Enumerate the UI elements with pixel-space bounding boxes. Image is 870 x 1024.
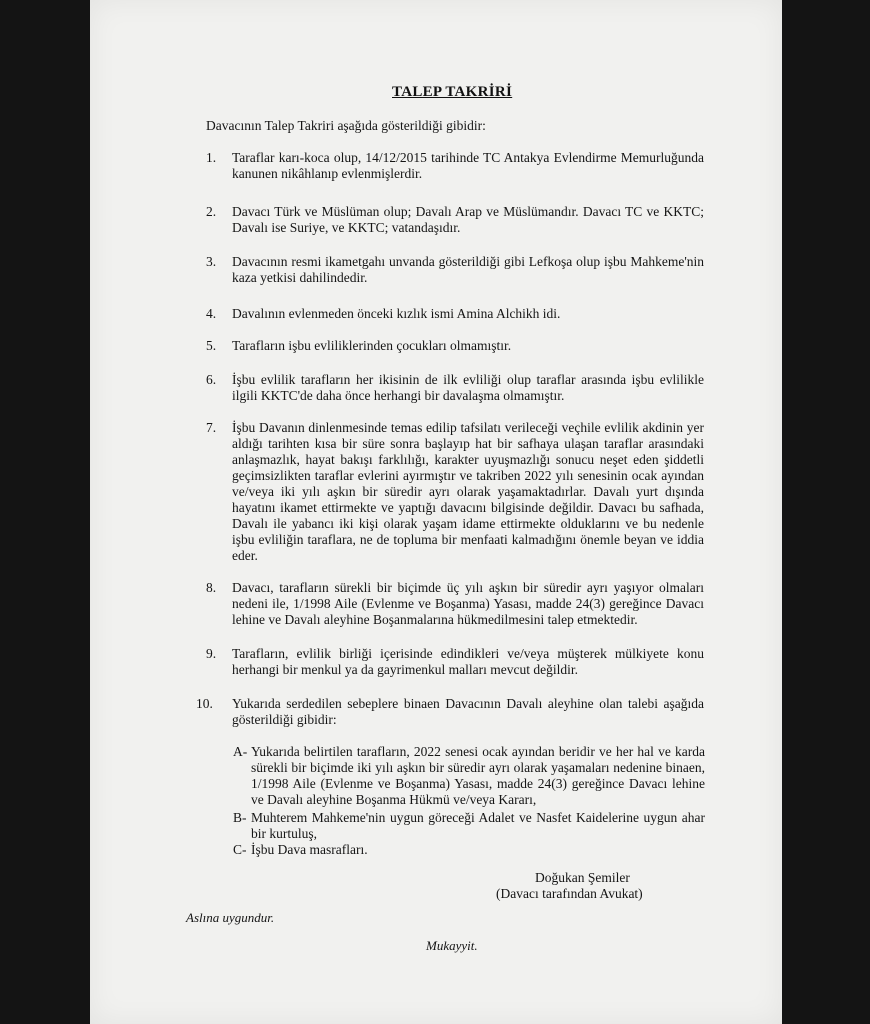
item-number: 9. <box>206 646 217 661</box>
signature-role: (Davacı tarafından Avukat) <box>496 886 643 901</box>
item-text: Taraflar karı-koca olup, 14/12/2015 tarihinde TC Antakya Evlendirme Memurluğunda kanunen nikâhlanıp evlenmişlerdir. <box>232 150 704 181</box>
document-title: TALEP TAKRİRİ <box>392 84 513 100</box>
item-number: 3. <box>206 254 217 269</box>
list-item <box>206 204 704 236</box>
sub-list-item <box>233 744 705 808</box>
sub-item-letter: B- <box>233 810 247 825</box>
item-text: İşbu evlilik tarafların her ikisinin de ilk evliliği olup taraflar arasında işbu evlilikle ilgili KKTC'de daha önce herhangi bir davalaşma olmamıştır. <box>232 372 704 403</box>
item-number: 8. <box>206 580 217 595</box>
registrar-note: Mukayyit. <box>426 938 478 953</box>
item-text: Davacının resmi ikametgahı unvanda gösterildiği gibi Lefkoşa olup işbu Mahkeme'nin kaza yetkisi dahilindedir. <box>232 254 704 285</box>
list-item <box>206 646 704 678</box>
item-number: 2. <box>206 204 217 219</box>
sub-item-letter: A- <box>233 744 248 759</box>
item-text: Davacı Türk ve Müslüman olup; Davalı Arap ve Müslümandır. Davacı TC ve KKTC; Davalı ise Suriye, ve KKTC; vatandaşıdır. <box>232 204 704 235</box>
item-number: 6. <box>206 372 217 387</box>
item-text: Davacı, tarafların sürekli bir biçimde üç yılı aşkın bir süredir ayrı yaşıyor olmaları nedeni ile, 1/1998 Aile (Evlenme ve Boşanma) Yasası, madde 24(3) gereğince Davacı lehine ve Davalı aleyhine Boşanmalarına hükmedilmesini talep etmektedir. <box>232 580 704 627</box>
sub-item-letter: C- <box>233 842 247 857</box>
list-item <box>206 150 704 182</box>
sub-item-text: Muhterem Mahkeme'nin uygun göreceği Adalet ve Nasfet Kaidelerine uygun ahar bir kurtuluş, <box>251 810 705 841</box>
item-text: Tarafların işbu evliliklerinden çocukları olmamıştır. <box>232 338 512 353</box>
sub-item-text: Yukarıda belirtilen tarafların, 2022 senesi ocak ayından beridir ve her hal ve karda sürekli bir biçimde iki yılı aşkın bir süredir ayrı olarak yaşamaları nedenine binaen, 1/1998 Aile (Evlenme ve Boşanma) Yasası, madde 24(3) gereğince Davacı lehine ve Davalı aleyhine Boşanma Hükmü ve/veya Kararı, <box>251 744 705 807</box>
list-item <box>196 696 704 728</box>
list-item <box>206 338 704 354</box>
sub-list-item <box>233 810 705 842</box>
intro-paragraph: Davacının Talep Takriri aşağıda gösterildiği gibidir: <box>206 118 486 133</box>
certification-note: Aslına uygundur. <box>186 910 275 925</box>
item-number: 7. <box>206 420 217 435</box>
item-text: Davalının evlenmeden önceki kızlık ismi Amina Alchikh idi. <box>232 306 561 321</box>
item-text: Yukarıda serdedilen sebeplere binaen Davacının Davalı aleyhine olan talebi aşağıda gösterildiği gibidir: <box>232 696 704 727</box>
item-number: 4. <box>206 306 217 321</box>
list-item <box>206 420 704 564</box>
list-item <box>206 254 704 286</box>
list-item <box>206 372 704 404</box>
item-number: 5. <box>206 338 217 353</box>
item-text: Tarafların, evlilik birliği içerisinde edindikleri ve/veya müşterek mülkiyete konu herhangi bir menkul ya da gayrimenkul malları mevcut değildir. <box>232 646 704 677</box>
sub-item-text: İşbu Dava masrafları. <box>251 842 368 857</box>
item-number: 10. <box>196 696 213 711</box>
list-item <box>206 306 704 322</box>
item-text: İşbu Davanın dinlenmesinde temas edilip tafsilatı verileceği veçhile evlilik akdinin yer aldığı tarihten kısa bir süre sonra başlayıp hat bir safhaya ulaşan taraflar arasındaki anlaşmazlık, hayat bakışı farklılığı, karakter uyuşmazlığı sonucu neşet eden şiddetli geçimsizlikten taraflar evlerini ayırmıştır ve takriben 2022 yılı senesinin ocak ayından ve/veya iki yılı aşkın bir süredir ayrı olarak yaşamaktadırlar. Davalı yurt dışında hayatını ikamet ettirmekte ve yaptığı davacını bilgisinde değildir. Davacı bu safhada, Davalı ile yabancı iki kişi olarak yaşam idame ettirmekte olduklarını ve bu nedenle işbu evliliğin taraflara, ne de topluma bir menfaati kalmadığını önemle beyan ve iddia eder. <box>232 420 704 563</box>
list-item <box>206 580 704 628</box>
sub-list-item <box>233 842 705 858</box>
signature-name: Doğukan Şemiler <box>535 870 630 885</box>
item-number: 1. <box>206 150 217 165</box>
